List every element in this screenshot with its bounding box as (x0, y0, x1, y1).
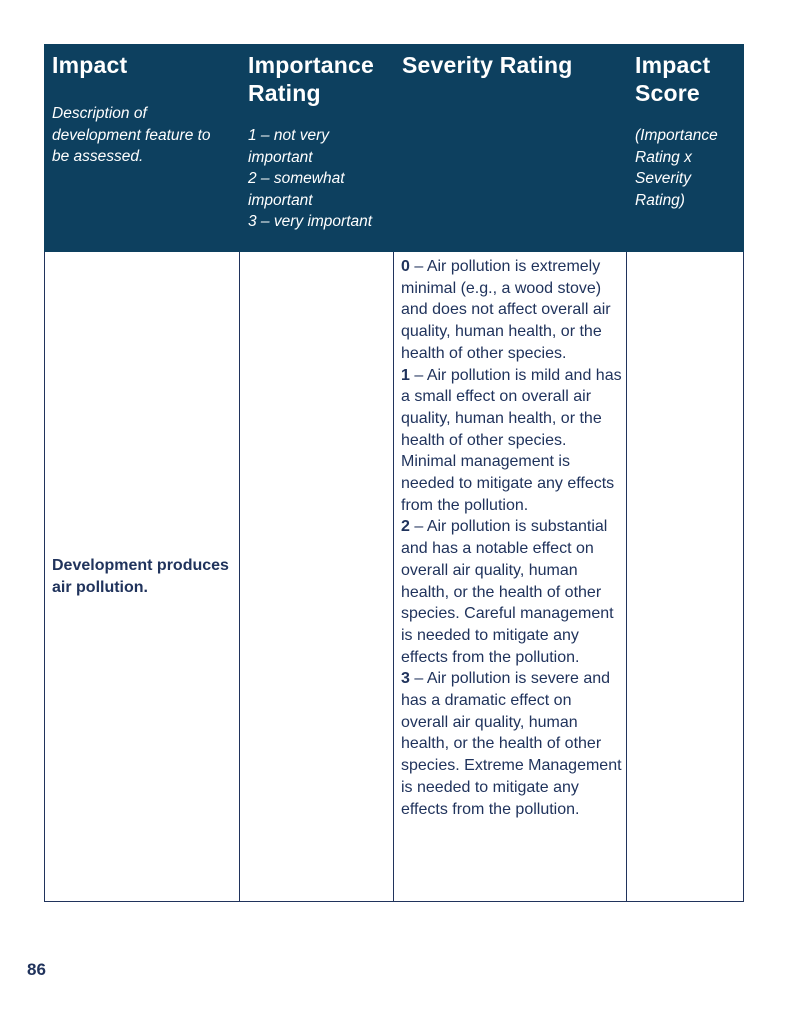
severity-level-1-num: 1 (401, 366, 410, 384)
cell-impact-description (45, 252, 240, 901)
header-cell-severity-rating (394, 44, 627, 252)
cell-severity-rating (394, 252, 627, 901)
header-cell-importance-rating (240, 44, 394, 252)
header-desc-impact: Description of development feature to be assessed. (52, 105, 211, 165)
severity-level-0 (401, 256, 622, 365)
header-title-impact-score: Impact Score (635, 52, 711, 106)
header-desc-impact-score: (Importance Rating x Severity Rating) (635, 127, 718, 209)
header-title-importance-rating: Importance Rating (248, 52, 374, 106)
cell-importance-rating-empty (240, 252, 394, 901)
table-header-row (44, 44, 744, 252)
table-body-row (44, 252, 744, 902)
header-title-severity-rating: Severity Rating (402, 52, 573, 78)
severity-level-2-text: – Air pollution is substantial and has a notable effect on overall air quality, human health, or the health of other species. Careful management is needed to mitigate any effects from the pollution. (401, 518, 614, 666)
header-title-impact: Impact (52, 52, 128, 78)
severity-level-3-text: – Air pollution is severe and has a dramatic effect on overall air quality, human health, or the health of other species. Extreme Management is needed to mitigate any effects from the pollution. (401, 670, 622, 818)
header-cell-impact-score (627, 44, 744, 252)
severity-level-1 (401, 365, 622, 517)
severity-level-0-num: 0 (401, 258, 410, 275)
severity-level-0-text: – Air pollution is extremely minimal (e.g., a wood stove) and does not affect overall air quality, human health, or the health of other species. (401, 258, 611, 362)
importance-scale-1: 1 – not very important (248, 127, 329, 166)
severity-level-1-text: – Air pollution is mild and has a small effect on overall air quality, human health, or the health of other species. Minimal management is needed to mitigate any effects from the pollution. (401, 366, 622, 514)
severity-level-3-num: 3 (401, 670, 410, 688)
severity-level-2 (401, 516, 622, 668)
impact-description-text: Development produces air pollution. (52, 557, 229, 596)
severity-level-3 (401, 668, 622, 820)
impact-assessment-table (44, 44, 744, 902)
header-cell-impact (44, 44, 240, 252)
cell-impact-score-empty (627, 252, 743, 901)
importance-scale-2: 2 – somewhat important (248, 170, 345, 209)
severity-level-2-num: 2 (401, 518, 410, 536)
page-number: 86 (27, 960, 46, 979)
importance-scale-3: 3 – very important (248, 213, 373, 230)
header-desc-importance-rating (248, 125, 386, 233)
